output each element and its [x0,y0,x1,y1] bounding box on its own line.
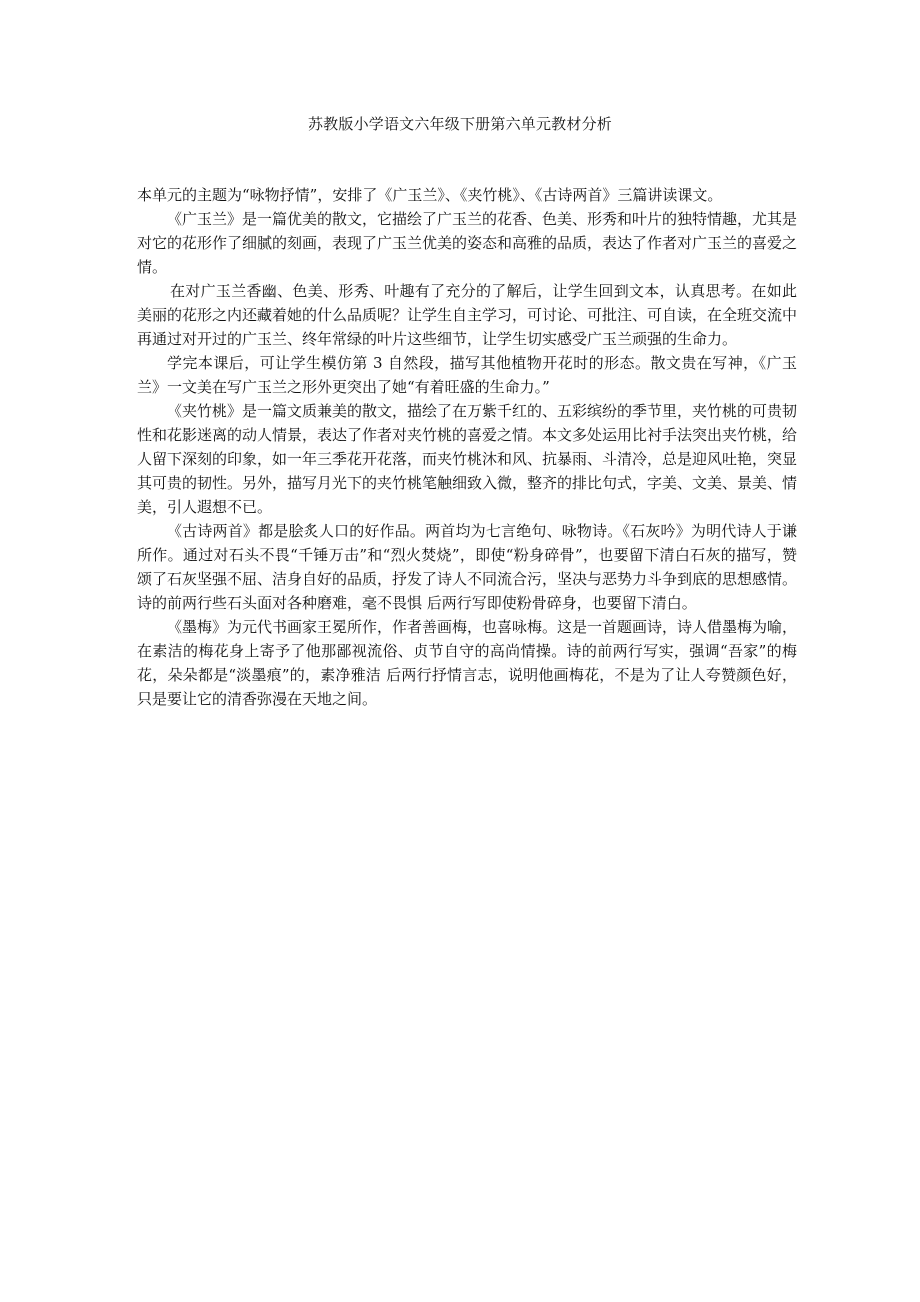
paragraph-unit-theme: 本单元的主题为“咏物抒情”，安排了《广玉兰》、《夹竹桃》、《古诗两首》三篇讲读课文。 [137,186,723,204]
paragraph-guangyulan-teaching: 在对广玉兰香幽、色美、形秀、叶趣有了充分的了解后，让学生回到文本，认真思考。在如此美丽的花形之内还藏着她的什么品质呢？让学生自主学习，可讨论、可批注、可自读，在全班交流中再通过对开过的广玉兰、终年常绿的叶片这些细节，让学生切实感受广玉兰顽强的生命力。 [137,282,798,348]
paragraph-jiazhutao: 《夹竹桃》是一篇文质兼美的散文，描绘了在万紫千红的、五彩缤纷的季节里，夹竹桃的可贵韧性和花影迷离的动人情景，表达了作者对夹竹桃的喜爱之情。本文多处运用比衬手法突出夹竹桃，给人留下深刻的印象，如一年三季花开花落，而夹竹桃沐和风、抗暴雨、斗清冷，总是迎风吐艳，突显其可贵的韧性。另外，描写月光下的夹竹桃笔触细致入微，整齐的排比句式，字美、文美、景美、情美，引人遐想不已。 [137,402,798,516]
paragraph-guangyulan-followup: 学完本课后，可让学生模仿第 3 自然段，描写其他植物开花时的形态。散文贵在写神，《广玉兰》一文美在写广玉兰之形外更突出了她“有着旺盛的生命力。” [137,354,797,396]
document-title: 苏教版小学语文六年级下册第六单元教材分析 [307,115,612,133]
paragraph-momei: 《墨梅》为元代书画家王冕所作，作者善画梅，也喜咏梅。这是一首题画诗，诗人借墨梅为喻，在素洁的梅花身上寄予了他那鄙视流俗、贞节自守的高尚情操。诗的前两行写实，强调“吾家”的梅花，朵朵都是“淡墨痕”的，素净雅洁 后两行抒情言志，说明他画梅花，不是为了让人夸赞颜色好，只是要让它的清香弥漫在天地之间。 [137,618,798,708]
document-body [137,183,797,711]
paragraph-two-poems-shihuiyin: 《古诗两首》都是脍炙人口的好作品。两首均为七言绝句、咏物诗。《石灰吟》为明代诗人于谦所作。通过对石头不畏“千锤万击”和“烈火焚烧”，即使“粉身碎骨”，也要留下清白石灰的描写，赞颂了石灰坚强不屈、洁身自好的品质，抒发了诗人不同流合污，坚决与恶势力斗争到底的思想感情。诗的前两行些石头面对各种磨难，毫不畏惧 后两行写即使粉骨碎身，也要留下清白。 [137,522,798,612]
paragraph-guangyulan-intro: 《广玉兰》是一篇优美的散文，它描绘了广玉兰的花香、色美、形秀和叶片的独特情趣，尤其是对它的花形作了细腻的刻画，表现了广玉兰优美的姿态和高雅的品质，表达了作者对广玉兰的喜爱之情。 [137,210,798,276]
